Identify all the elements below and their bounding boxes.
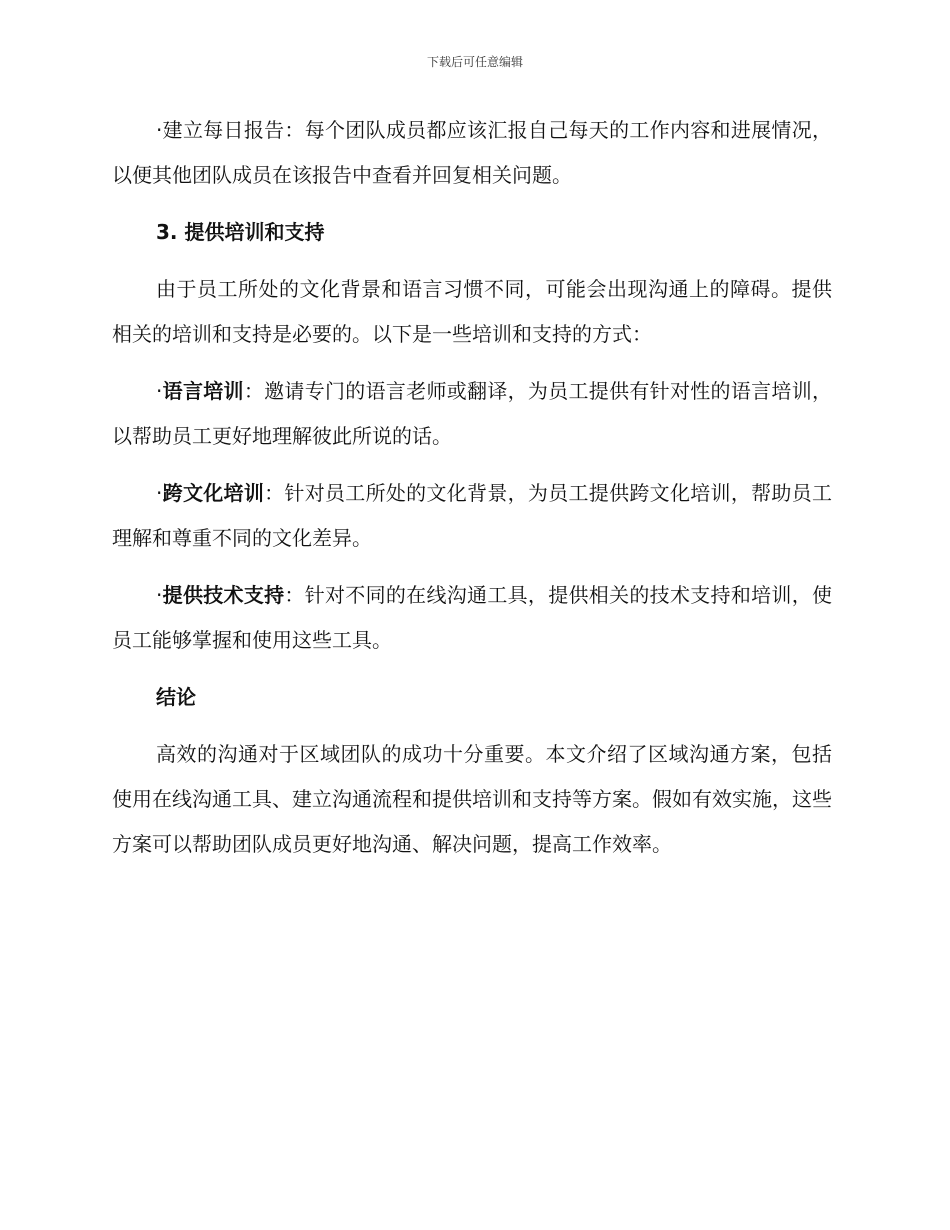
page-header: 下载后可任意编辑 xyxy=(426,55,523,69)
conclusion-text: 高效的沟通对于区域团队的成功十分重要。本文介绍了区域沟通方案，包括使用在线沟通工具、建立沟通流程和提供培训和支持等方案。假如有效实施，这些方案可以帮助团队成员更好地沟通、解决问题，提高工作效率。 xyxy=(112,742,832,856)
language-training-bullet xyxy=(112,369,832,459)
conclusion-heading: 结论 xyxy=(156,685,196,709)
language-training-text: ：邀请专门的语言老师或翻译，为员工提供有针对性的语言培训，以帮助员工更好地理解彼此所说的话。 xyxy=(112,379,833,448)
daily-report-bullet xyxy=(112,108,832,198)
training-intro: 由于员工所处的文化背景和语言习惯不同，可能会出现沟通上的障碍。提供相关的培训和支持是必要的。以下是一些培训和支持的方式： xyxy=(112,277,832,346)
cross-cultural-title: 跨文化培训 xyxy=(162,481,265,505)
spacer xyxy=(112,255,832,267)
bullet-marker: · xyxy=(156,379,163,403)
spacer xyxy=(112,663,832,675)
bullet-marker: · xyxy=(156,118,163,142)
training-heading: 3. 提供培训和支持 xyxy=(156,220,325,244)
tech-support-text: ：针对不同的在线沟通工具，提供相关的技术支持和培训，使员工能够掌握和使用这些工具。 xyxy=(112,583,833,652)
spacer xyxy=(112,561,832,573)
spacer xyxy=(112,198,832,210)
spacer xyxy=(112,720,832,732)
bullet-marker: · xyxy=(156,481,163,505)
spacer xyxy=(112,459,832,471)
spacer xyxy=(112,357,832,369)
language-training-title: 语言培训 xyxy=(162,379,244,403)
daily-report-text: 建立每日报告：每个团队成员都应该汇报自己每天的工作内容和进展情况，以便其他团队成员在该报告中查看并回复相关问题。 xyxy=(112,118,832,187)
tech-support-title: 提供技术支持 xyxy=(162,583,285,607)
bullet-marker: · xyxy=(156,583,163,607)
cross-cultural-text: ：针对员工所处的文化背景，为员工提供跨文化培训，帮助员工理解和尊重不同的文化差异。 xyxy=(112,481,833,550)
tech-support-bullet xyxy=(112,573,832,663)
document-body xyxy=(112,108,832,867)
cross-cultural-bullet xyxy=(112,471,832,561)
